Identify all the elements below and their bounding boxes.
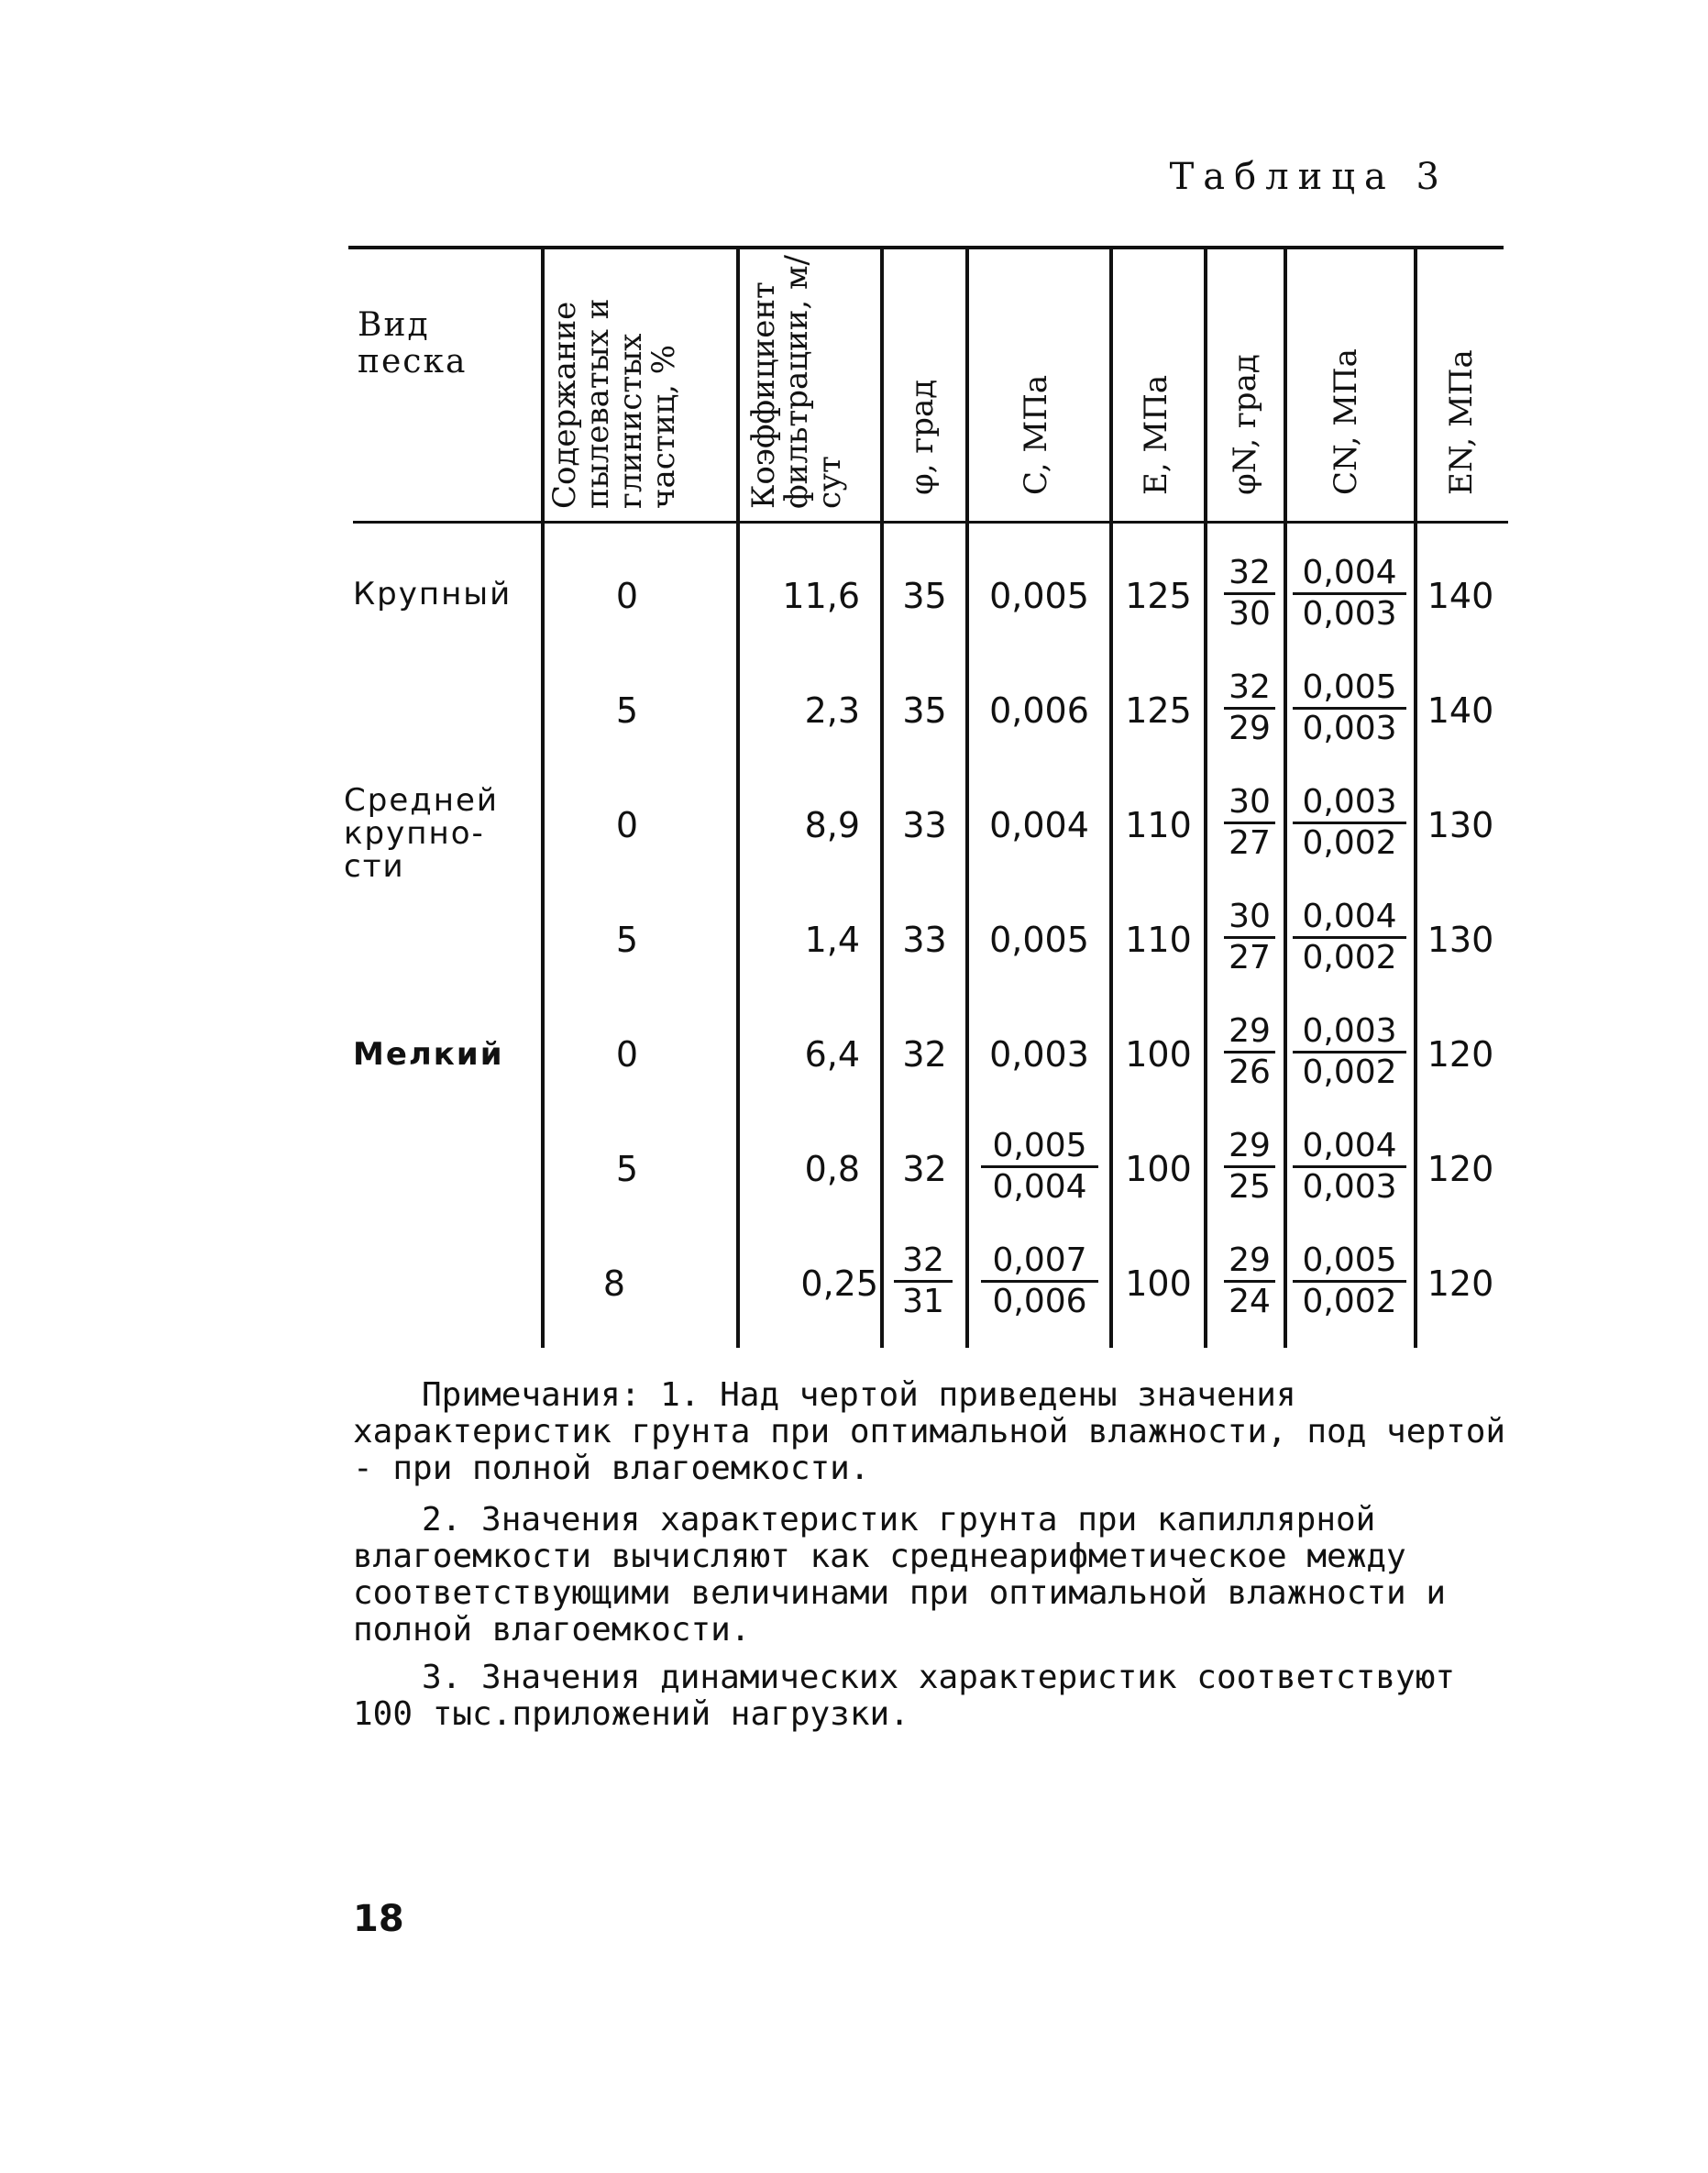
frac-bottom: 27 (1229, 939, 1271, 976)
cN-fraction (1293, 1012, 1406, 1092)
frac-top: 32 (1224, 554, 1275, 595)
phi-cell: 35 (902, 690, 947, 731)
frac-top: 30 (1224, 783, 1275, 824)
cN-fraction (1293, 783, 1406, 863)
cN-fraction (1293, 1127, 1406, 1207)
phi-fraction (894, 1241, 953, 1321)
frac-top: 32 (894, 1241, 953, 1283)
frac-bottom: 27 (1229, 824, 1271, 862)
filtr-cell: 0,8 (804, 1149, 860, 1189)
filtr-cell: 0,25 (800, 1263, 878, 1304)
frac-bottom: 0,002 (1302, 1283, 1397, 1320)
eN-cell: 120 (1427, 1034, 1494, 1075)
phiN-fraction (1224, 783, 1275, 863)
cN-fraction (1293, 668, 1406, 748)
frac-top: 0,004 (1293, 1127, 1406, 1168)
frac-bottom: 25 (1229, 1168, 1271, 1206)
c-cell: 0,004 (989, 805, 1089, 845)
dust-cell: 5 (615, 690, 639, 731)
frac-top: 32 (1224, 668, 1275, 710)
sand-kind-label: Крупный (353, 576, 512, 612)
dust-cell: 0 (615, 1034, 639, 1075)
frac-bottom: 0,002 (1302, 939, 1397, 976)
frac-top: 0,005 (1293, 1241, 1406, 1283)
eN-cell: 130 (1427, 920, 1494, 960)
frac-bottom: 30 (1229, 595, 1271, 633)
header-cN: CN, МПа (1328, 348, 1364, 495)
header-phiN: φN, град (1227, 354, 1263, 495)
dust-cell: 8 (602, 1263, 626, 1304)
frac-top: 29 (1224, 1241, 1275, 1283)
table-top-rule (348, 246, 1504, 249)
frac-bottom: 0,003 (1302, 710, 1397, 747)
frac-top: 0,005 (1293, 668, 1406, 710)
frac-top: 0,007 (981, 1241, 1098, 1283)
header-c: C, МПа (1018, 374, 1054, 495)
eN-cell: 130 (1427, 805, 1494, 845)
phiN-fraction (1224, 1127, 1275, 1207)
e-cell: 100 (1125, 1034, 1192, 1075)
frac-bottom: 0,002 (1302, 1053, 1397, 1091)
col-divider (736, 248, 740, 1348)
frac-bottom: 0,003 (1302, 595, 1397, 633)
sand-kind-label: Мелкий (353, 1036, 504, 1073)
filtr-cell: 1,4 (804, 920, 860, 960)
frac-bottom: 0,002 (1302, 824, 1397, 862)
eN-cell: 140 (1427, 690, 1494, 731)
phi-cell: 35 (902, 576, 947, 616)
phi-cell: 33 (902, 805, 947, 845)
phi-cell: 32 (902, 1149, 947, 1189)
frac-top: 29 (1224, 1012, 1275, 1053)
table-header-rule (353, 521, 1508, 524)
eN-cell: 120 (1427, 1263, 1494, 1304)
header-e: E, МПа (1138, 374, 1174, 495)
e-cell: 100 (1125, 1149, 1192, 1189)
filtr-cell: 11,6 (782, 576, 860, 616)
eN-cell: 140 (1427, 576, 1494, 616)
header-sand-kind: Вид песка (358, 306, 468, 381)
phiN-fraction (1224, 1241, 1275, 1321)
c-cell: 0,005 (989, 920, 1089, 960)
c-cell: 0,003 (989, 1034, 1089, 1075)
frac-top: 0,005 (981, 1127, 1098, 1168)
phi-cell: 33 (902, 920, 947, 960)
header-filtration: Коэффициент фильтрации, м/сут (745, 255, 848, 509)
col-divider (1204, 248, 1207, 1348)
dust-cell: 5 (615, 920, 639, 960)
header-phi: φ, град (904, 379, 941, 495)
sand-kind-label: Средней крупно- сти (344, 782, 499, 885)
table-caption: Таблица 3 (1169, 156, 1449, 198)
frac-bottom: 0,004 (992, 1168, 1087, 1206)
frac-bottom: 0,003 (1302, 1168, 1397, 1206)
filtr-cell: 6,4 (804, 1034, 860, 1075)
phi-cell: 32 (902, 1034, 947, 1075)
frac-bottom: 24 (1229, 1283, 1271, 1320)
note-3: 3. Значения динамических характеристик соответствуют 100 тыс.приложений нагрузки. (353, 1659, 1456, 1733)
frac-top: 30 (1224, 898, 1275, 939)
filtr-cell: 2,3 (804, 690, 860, 731)
dust-cell: 5 (615, 1149, 639, 1189)
c-fraction (981, 1127, 1098, 1207)
frac-top: 29 (1224, 1127, 1275, 1168)
c-fraction (981, 1241, 1098, 1321)
c-cell: 0,006 (989, 690, 1089, 731)
e-cell: 110 (1125, 805, 1192, 845)
frac-bottom: 29 (1229, 710, 1271, 747)
frac-top: 0,003 (1293, 1012, 1406, 1053)
frac-top: 0,003 (1293, 783, 1406, 824)
phiN-fraction (1224, 1012, 1275, 1092)
page-number: 18 (353, 1898, 404, 1940)
e-cell: 125 (1125, 690, 1192, 731)
frac-bottom: 26 (1229, 1053, 1271, 1091)
dust-cell: 0 (615, 576, 639, 616)
phiN-fraction (1224, 668, 1275, 748)
c-cell: 0,005 (989, 576, 1089, 616)
cN-fraction (1293, 1241, 1406, 1321)
cN-fraction (1293, 554, 1406, 634)
e-cell: 125 (1125, 576, 1192, 616)
e-cell: 100 (1125, 1263, 1192, 1304)
cN-fraction (1293, 898, 1406, 977)
frac-bottom: 0,006 (992, 1283, 1087, 1320)
eN-cell: 120 (1427, 1149, 1494, 1189)
col-divider (965, 248, 969, 1348)
header-dust-content: Содержание пылеватых и глинистых частиц, % (546, 298, 682, 509)
frac-top: 0,004 (1293, 554, 1406, 595)
note-1: Примечания: 1. Над чертой приведены значения характеристик грунта при оптимальной влажности, под чертой - при полной влагоемкости. (353, 1376, 1506, 1487)
header-eN: EN, МПа (1443, 349, 1480, 495)
phiN-fraction (1224, 554, 1275, 634)
col-divider (1284, 248, 1287, 1348)
filtr-cell: 8,9 (804, 805, 860, 845)
frac-top: 0,004 (1293, 898, 1406, 939)
phiN-fraction (1224, 898, 1275, 977)
e-cell: 110 (1125, 920, 1192, 960)
dust-cell: 0 (615, 805, 639, 845)
note-2: 2. Значения характеристик грунта при капиллярной влагоемкости вычисляют как среднеарифметическое между соответствующими величинами при оптимальной влажности и полной влагоемкости. (353, 1501, 1447, 1649)
frac-bottom: 31 (902, 1283, 944, 1320)
